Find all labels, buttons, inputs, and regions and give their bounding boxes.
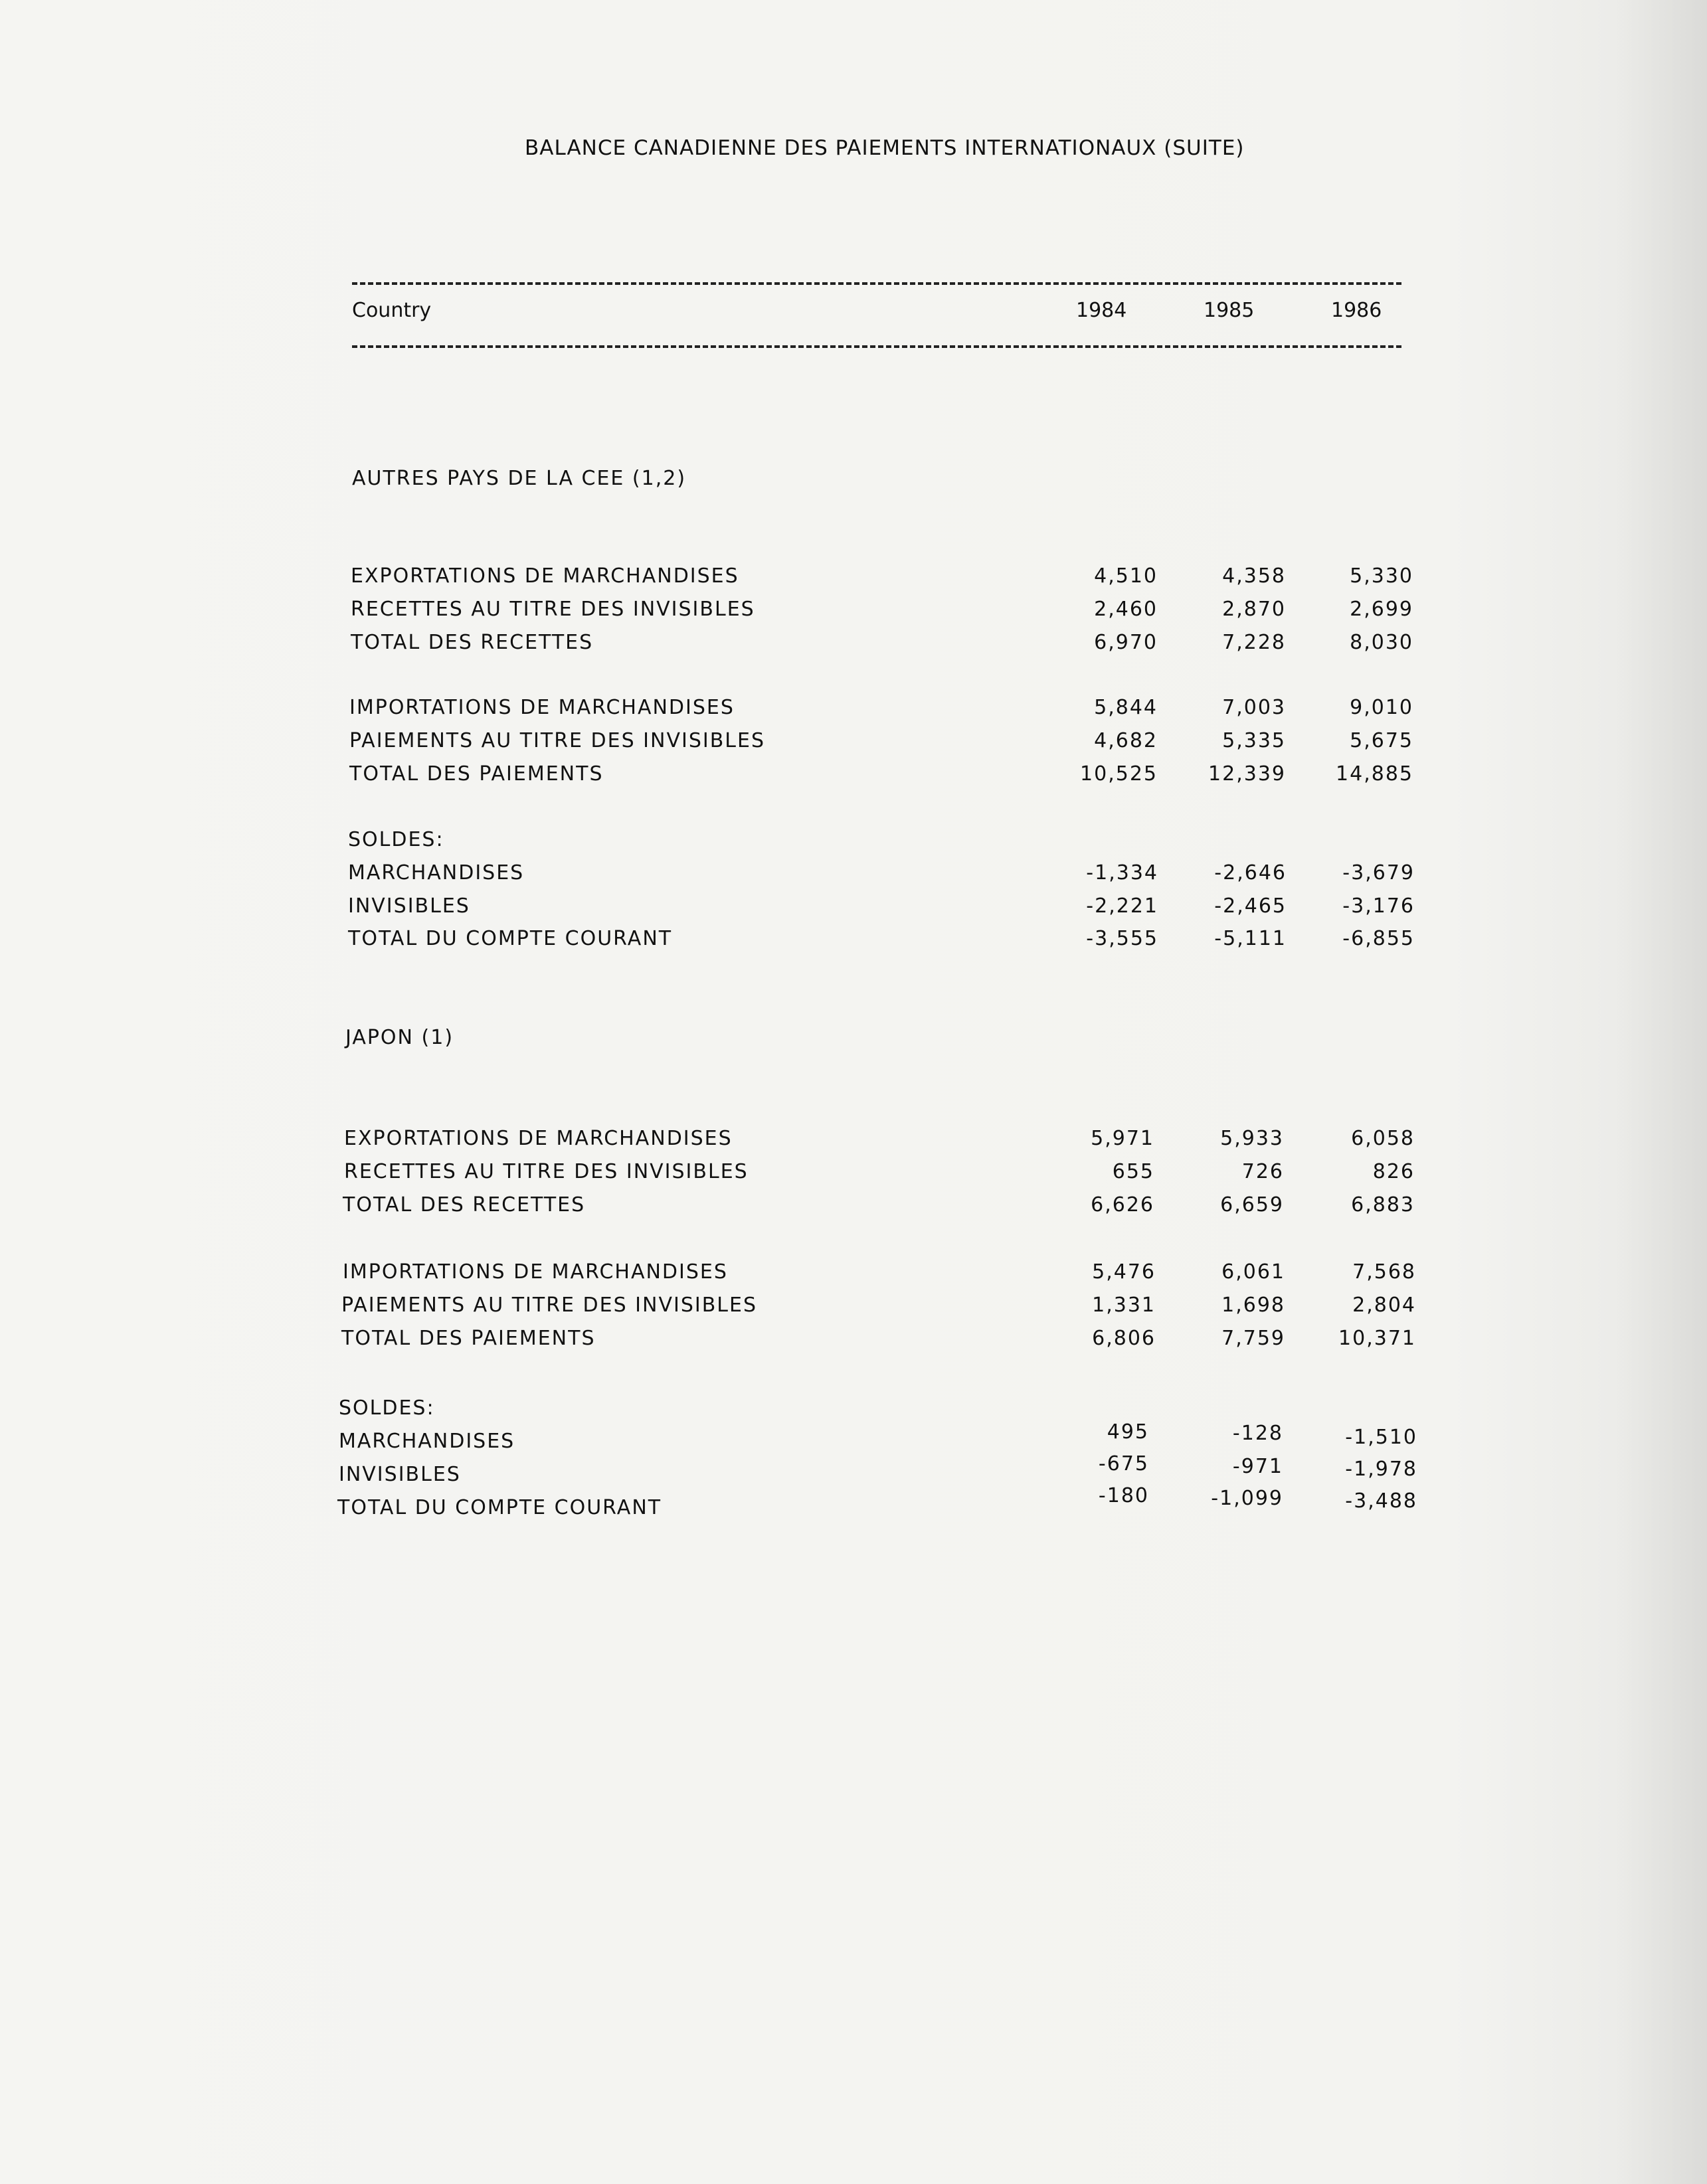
- row-label: TOTAL DU COMPTE COURANT: [348, 927, 673, 950]
- value-1984: 2,460: [1094, 598, 1158, 621]
- section-title-cee: AUTRES PAYS DE LA CEE (1,2): [352, 467, 687, 490]
- value-1985: 2,870: [1222, 598, 1286, 621]
- value-1986: -1,978: [1345, 1458, 1417, 1481]
- value-1985: 7,759: [1221, 1327, 1285, 1350]
- table-row: [351, 598, 1413, 627]
- value-1984: 5,476: [1092, 1260, 1156, 1284]
- row-label: TOTAL DES PAIEMENTS: [341, 1327, 596, 1350]
- value-1985: 726: [1241, 1160, 1284, 1183]
- section-title-japon: JAPON (1): [345, 1026, 454, 1049]
- row-label: RECETTES AU TITRE DES INVISIBLES: [344, 1160, 749, 1183]
- row-label: TOTAL DES RECETTES: [351, 631, 594, 654]
- table-row: [344, 1127, 1415, 1156]
- page-title: BALANCE CANADIENNE DES PAIEMENTS INTERNATIONAUX (SUITE): [525, 136, 1245, 160]
- value-1986: 10,371: [1338, 1327, 1416, 1350]
- value-1986: 5,675: [1350, 729, 1413, 752]
- value-1985: 7,228: [1222, 631, 1286, 654]
- table-row: [348, 894, 1415, 924]
- row-label: INVISIBLES: [348, 894, 470, 918]
- table-row: [344, 1160, 1415, 1189]
- row-label: TOTAL DU COMPTE COURANT: [337, 1496, 662, 1519]
- header-rule-bottom: [352, 345, 1401, 348]
- table-row: [337, 1484, 1417, 1525]
- column-header-year-1985: 1985: [1204, 299, 1255, 322]
- value-1984: 495: [1107, 1420, 1149, 1444]
- value-1984: 655: [1112, 1160, 1154, 1183]
- table-row: [351, 564, 1413, 594]
- value-1986: -3,488: [1345, 1489, 1417, 1513]
- row-label: TOTAL DES RECETTES: [343, 1193, 586, 1217]
- column-header-year-1984: 1984: [1076, 299, 1127, 322]
- value-1985: 6,659: [1220, 1193, 1284, 1217]
- value-1984: -675: [1098, 1452, 1149, 1475]
- row-label: EXPORTATIONS DE MARCHANDISES: [344, 1127, 733, 1150]
- value-1984: 10,525: [1080, 762, 1158, 786]
- table-row: [349, 762, 1412, 792]
- value-1985: 12,339: [1208, 762, 1286, 786]
- value-1986: 14,885: [1336, 762, 1413, 786]
- value-1984: 4,510: [1094, 564, 1158, 588]
- table-row: [343, 1193, 1415, 1222]
- value-1986: 2,699: [1350, 598, 1413, 621]
- table-row: [341, 1294, 1416, 1323]
- value-1986: 826: [1372, 1160, 1415, 1183]
- value-1985: 7,003: [1222, 696, 1286, 719]
- column-header-year-1986: 1986: [1331, 299, 1382, 322]
- value-1985: -2,646: [1214, 861, 1287, 884]
- value-1985: -5,111: [1214, 927, 1287, 950]
- row-label: INVISIBLES: [339, 1463, 461, 1486]
- value-1984: 4,682: [1094, 729, 1158, 752]
- value-1985: 6,061: [1221, 1260, 1285, 1284]
- header-rule-top: [352, 282, 1401, 285]
- row-label: SOLDES:: [348, 828, 444, 851]
- value-1986: 6,058: [1351, 1127, 1415, 1150]
- value-1986: 9,010: [1350, 696, 1413, 719]
- value-1985: 5,933: [1220, 1127, 1284, 1150]
- row-label: IMPORTATIONS DE MARCHANDISES: [349, 696, 735, 719]
- value-1984: -3,555: [1086, 927, 1158, 950]
- value-1986: 8,030: [1350, 631, 1413, 654]
- value-1984: 6,626: [1091, 1193, 1154, 1217]
- table-row: [343, 1260, 1416, 1290]
- value-1985: 4,358: [1222, 564, 1286, 588]
- row-label: MARCHANDISES: [339, 1430, 515, 1453]
- value-1985: -2,465: [1214, 894, 1287, 918]
- value-1986: -3,176: [1342, 894, 1415, 918]
- row-label: PAIEMENTS AU TITRE DES INVISIBLES: [341, 1294, 758, 1317]
- table-row: [349, 696, 1412, 725]
- value-1984: -180: [1098, 1484, 1149, 1507]
- row-label: TOTAL DES PAIEMENTS: [349, 762, 604, 786]
- value-1986: 7,568: [1352, 1260, 1416, 1284]
- value-1986: -3,679: [1342, 861, 1415, 884]
- value-1984: 1,331: [1092, 1294, 1156, 1317]
- column-header-country: Country: [352, 299, 432, 322]
- value-1985: -128: [1232, 1422, 1283, 1445]
- value-1986: 2,804: [1352, 1294, 1416, 1317]
- row-label: RECETTES AU TITRE DES INVISIBLES: [351, 598, 755, 621]
- value-1985: 5,335: [1222, 729, 1286, 752]
- row-label: EXPORTATIONS DE MARCHANDISES: [351, 564, 739, 588]
- value-1984: 6,970: [1094, 631, 1158, 654]
- table-row: [348, 861, 1415, 890]
- value-1984: 5,971: [1091, 1127, 1154, 1150]
- value-1986: -6,855: [1342, 927, 1415, 950]
- value-1985: -1,099: [1211, 1487, 1283, 1510]
- value-1986: 6,883: [1351, 1193, 1415, 1217]
- table-row: [348, 828, 1411, 857]
- row-label: PAIEMENTS AU TITRE DES INVISIBLES: [349, 729, 766, 752]
- value-1984: -2,221: [1086, 894, 1158, 918]
- page-edge-shadow: [1614, 0, 1707, 2184]
- table-row: [341, 1327, 1416, 1356]
- row-label: SOLDES:: [339, 1396, 435, 1420]
- value-1985: -971: [1232, 1455, 1283, 1478]
- table-row: [348, 927, 1415, 956]
- value-1985: 1,698: [1221, 1294, 1285, 1317]
- table-row: [351, 631, 1413, 660]
- value-1984: 6,806: [1092, 1327, 1156, 1350]
- table-row: [349, 729, 1412, 758]
- value-1986: -1,510: [1345, 1426, 1417, 1449]
- row-label: IMPORTATIONS DE MARCHANDISES: [343, 1260, 728, 1284]
- value-1986: 5,330: [1350, 564, 1413, 588]
- row-label: MARCHANDISES: [348, 861, 525, 884]
- value-1984: -1,334: [1086, 861, 1158, 884]
- value-1984: 5,844: [1094, 696, 1158, 719]
